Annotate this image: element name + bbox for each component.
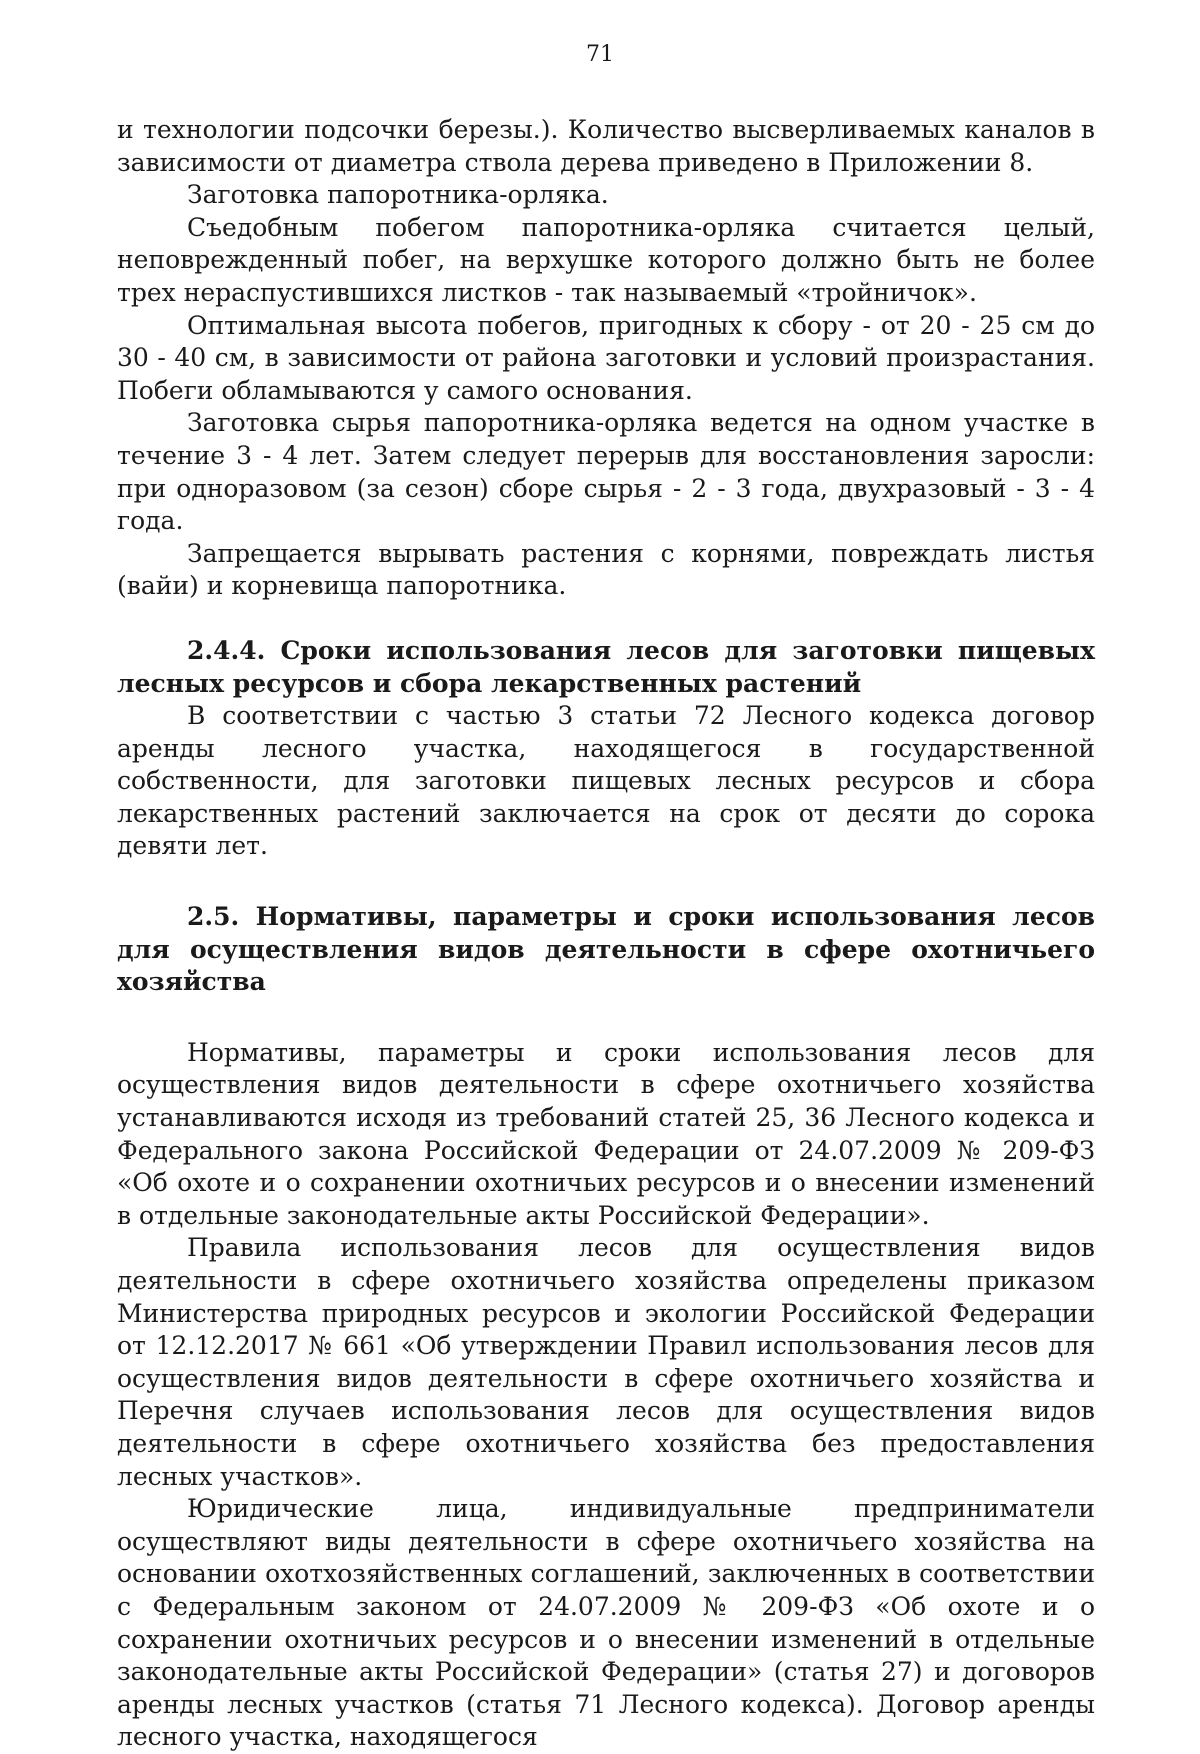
paragraph-hunting-norms: Нормативы, параметры и сроки использования лесов для осуществления видов деятельности в сфере охотничьего хозяйства устанавливаются исходя из требований статей 25, 36 Лесного кодекса и Федерального закона Российской Федерации от 24.07.2009 № 209-ФЗ «Об охоте и о сохранении охотничьих ресурсов и о внесении изменений в отдельные законодательные акты Российской Федерации».: [117, 1037, 1095, 1230]
paragraph-hunting-entities: Юридические лица, индивидуальные предприниматели осуществляют виды деятельности в сфере охотничьего хозяйства на основании охотхозяйственных соглашений, заключенных в соответствии с Федеральным законом от 24.07.2009 № 209-ФЗ «Об охоте и о сохранении охотничьих ресурсов и о внесении изменений в отдельные законодательные акты Российской Федерации» (статья 27) и договоров аренды лесных участков (статья 71 Лесного кодекса). Договор аренды лесного участка, находящегося: [117, 1494, 1095, 1752]
page-number: 71: [586, 42, 614, 67]
paragraph-prohibition: Запрещается вырывать растения с корнями, повреждать листья (вайи) и корневища папоротника.: [117, 538, 1095, 601]
paragraph-edible-shoot: Съедобным побегом папоротника-орляка считается целый, неповрежденный побег, на верхушке которого должно быть не более трех нераспустившихся листков - так называемый «тройничок».: [117, 212, 1095, 307]
paragraph-birch-tapping: и технологии подсочки березы.). Количество высверливаемых каналов в зависимости от диаметра ствола дерева приведено в Приложении 8.: [117, 115, 1095, 177]
paragraph-shoot-height: Оптимальная высота побегов, пригодных к сбору - от 20 - 25 см до 30 - 40 см, в зависимости от района заготовки и условий произрастания. Побеги обламываются у самого основания.: [117, 310, 1095, 405]
section-heading-2-5: 2.5. Нормативы, параметры и сроки использования лесов для осуществления видов деятельности в сфере охотничьего хозяйства: [117, 902, 1095, 997]
paragraph-lease-term: В соответствии с частью 3 статьи 72 Лесного кодекса договор аренды лесного участка, находящегося в государственной собственности, для заготовки пищевых лесных ресурсов и сбора лекарственных растений заключается на срок от десяти до сорока девяти лет.: [117, 701, 1095, 861]
section-heading-2-4-4: 2.4.4. Сроки использования лесов для заготовки пищевых лесных ресурсов и сбора лекарственных растений: [117, 635, 1095, 698]
paragraph-harvest-period: Заготовка сырья папоротника-орляка ведется на одном участке в течение 3 - 4 лет. Затем следует перерыв для восстановления заросли: при одноразовом (за сезон) сборе сырья - 2 - 3 года, двухразовый - 3 - 4 года.: [117, 408, 1095, 536]
document-body: [117, 114, 1095, 1754]
paragraph-hunting-rules: Правила использования лесов для осуществления видов деятельности в сфере охотничьего хозяйства определены приказом Министерства природных ресурсов и экологии Российской Федерации от 12.12.2017 № 661 «Об утверждении Правил использования лесов для осуществления видов деятельности в сфере охотничьего хозяйства и Перечня случаев использования лесов для осуществления видов деятельности в сфере охотничьего хозяйства без предоставления лесных участков».: [117, 1233, 1095, 1491]
paragraph-bracken-title: Заготовка папоротника-орляка.: [187, 180, 609, 210]
